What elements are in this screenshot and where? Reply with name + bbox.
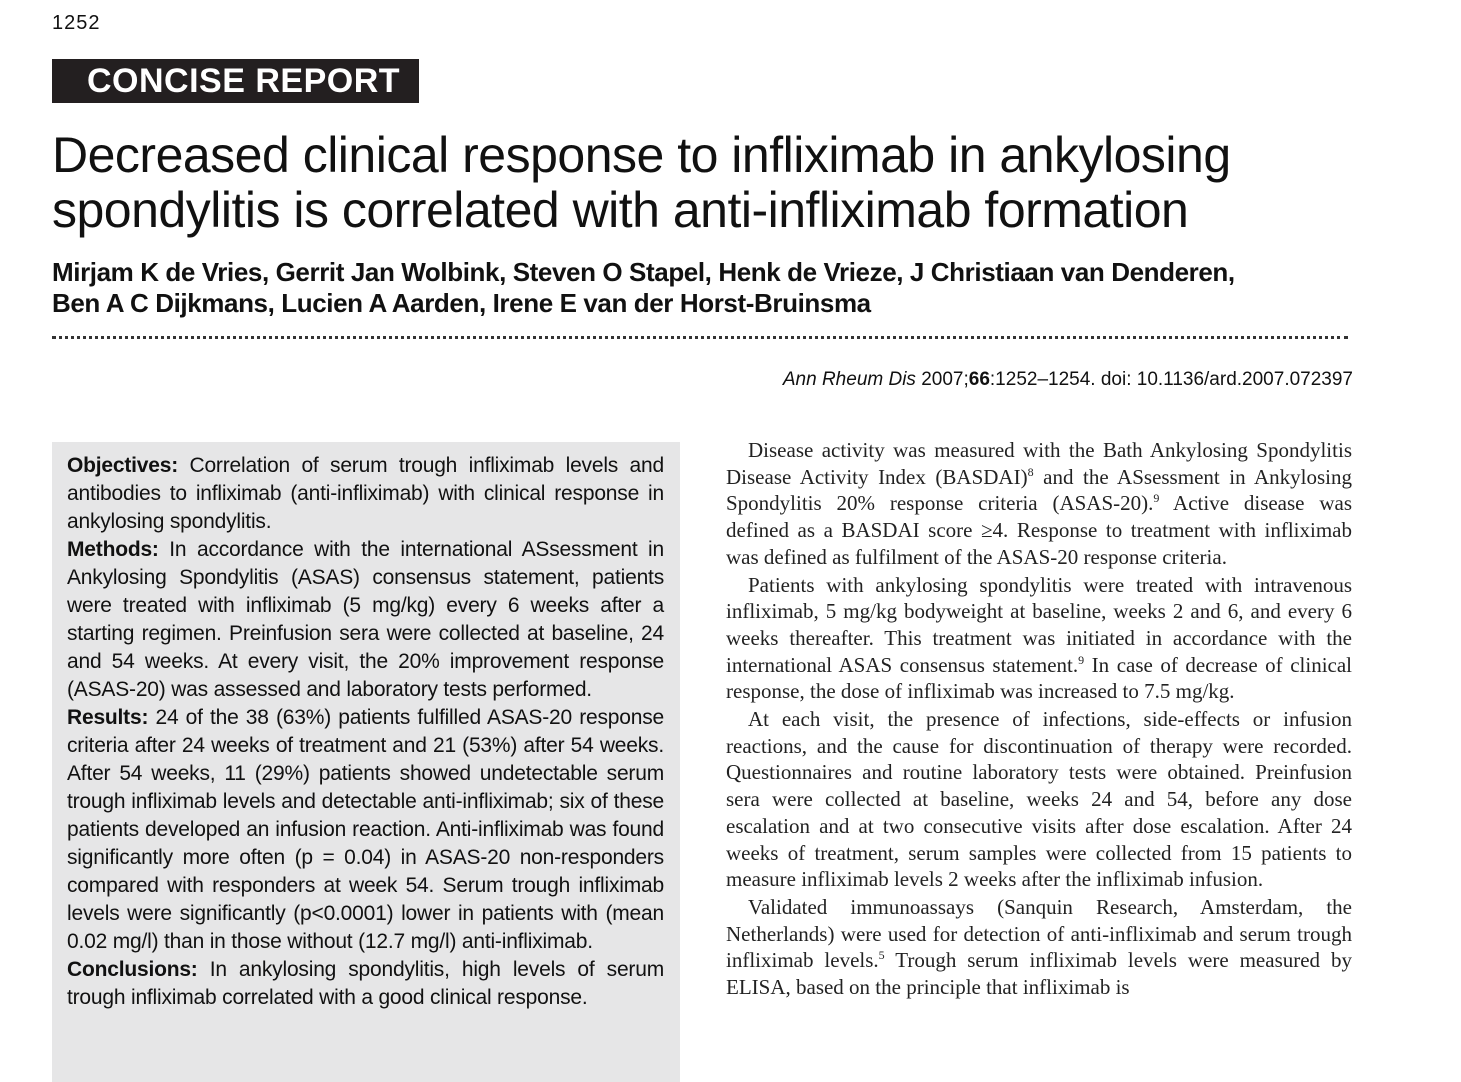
abstract-results [67,704,664,956]
p2-text-b: In case of decrease of clinical response, the dose of infliximab was increased to 7.5 mg/kg. [726,652,1352,704]
title-line-2: spondylitis is correlated with anti-infliximab formation [52,182,1189,238]
conclusions-heading: Conclusions: [67,958,198,981]
abstract-box [52,442,680,1082]
body-text-column [726,437,1352,1069]
results-heading: Results: [67,706,149,729]
citation-pages-doi: :1252–1254. doi: 10.1136/ard.2007.072397 [989,369,1353,390]
methods-heading: Methods: [67,538,159,561]
body-paragraph-2 [726,572,1352,706]
abstract-conclusions [67,956,664,1012]
title-line-1: Decreased clinical response to infliximab in ankylosing [52,127,1231,183]
objectives-text: Correlation of serum trough infliximab levels and antibodies to infliximab (anti-infliximab) with clinical response in ankylosing spondylitis. [67,454,664,533]
ref-5: 5 [878,948,885,963]
methods-text: In accordance with the international ASsessment in Ankylosing Spondylitis (ASAS) consensus statement, patients were treated with infliximab (5 mg/kg) every 6 weeks after a starting regimen. Preinfusion sera were collected at baseline, 24 and 54 weeks. At every visit, the 20% improvement response (ASAS-20) was assessed and laboratory tests performed. [67,538,664,701]
p4-text-b: Trough serum infliximab levels were measured by ELISA, based on the principle that infliximab is [726,948,1352,1000]
authors-line-1: Mirjam K de Vries, Gerrit Jan Wolbink, Steven O Stapel, Henk de Vrieze, J Christiaan van Denderen, [52,257,1235,287]
page-number: 1252 [52,12,101,34]
abstract-objectives [67,452,664,536]
results-text: 24 of the 38 (63%) patients fulfilled ASAS-20 response criteria after 24 weeks of treatment and 21 (53%) after 54 weeks. After 54 weeks, 11 (29%) patients showed undetectable serum trough infliximab levels and detectable anti-infliximab; six of these patients developed an infusion reaction. Anti-infliximab was found significantly more often (p = 0.04) in ASAS-20 non-responders compared with responders at week 54. Serum trough infliximab levels were significantly (p<0.0001) lower in patients with (mean 0.02 mg/l) than in those without (12.7 mg/l) anti-infliximab. [67,706,664,953]
citation-year: 2007; [921,369,969,390]
section-banner: CONCISE REPORT [52,59,419,103]
article-title [52,128,1372,238]
author-list [52,257,1372,319]
citation-line [783,369,1353,391]
citation-volume: 66 [968,369,990,390]
body-paragraph-3: At each visit, the presence of infections, side-effects or infusion reactions, and the cause for discontinuation of therapy were recorded. Questionnaires and routine laboratory tests were obtained. Preinfusion sera were collected at baseline, weeks 24 and 54, before any dose escalation and at two consecutive visits after dose escalation. After 24 weeks of treatment, serum samples were collected from 15 patients to measure infliximab levels 2 weeks after the infliximab infusion. [726,707,1352,892]
authors-line-2: Ben A C Dijkmans, Lucien A Aarden, Irene E van der Horst-Bruinsma [52,288,871,318]
objectives-heading: Objectives: [67,454,179,477]
body-paragraph-4 [726,894,1352,1001]
p1-text-b: and the ASsessment in Ankylosing Spondylitis 20% response criteria (ASAS-20). [726,464,1352,516]
ref-9: 9 [1153,491,1160,506]
p2-text-a: Patients with ankylosing spondylitis were treated with intravenous infliximab, 5 mg/kg bodyweight at baseline, weeks 2 and 6, and every 6 weeks thereafter. This treatment was initiated in accordance with the international ASAS consensus statement. [726,572,1352,677]
abstract-methods [67,536,664,704]
p1-text-c: Active disease was defined as a BASDAI score ≥4. Response to treatment with infliximab was defined as fulfilment of the ASAS-20 response criteria. [726,491,1352,569]
body-paragraph-1 [726,437,1352,571]
p4-text-a: Validated immunoassays (Sanquin Research, Amsterdam, the Netherlands) were used for detection of anti-infliximab and serum trough infliximab levels. [726,894,1352,973]
dotted-divider [52,336,1348,339]
conclusions-text: In ankylosing spondylitis, high levels of serum trough infliximab correlated with a good clinical response. [67,958,664,1009]
p1-text-a: Disease activity was measured with the Bath Ankylosing Spondylitis Disease Activity Index (BASDAI) [726,438,1352,489]
ref-9-b: 9 [1078,652,1085,667]
ref-8: 8 [1027,464,1034,479]
journal-name: Ann Rheum Dis [782,369,916,390]
